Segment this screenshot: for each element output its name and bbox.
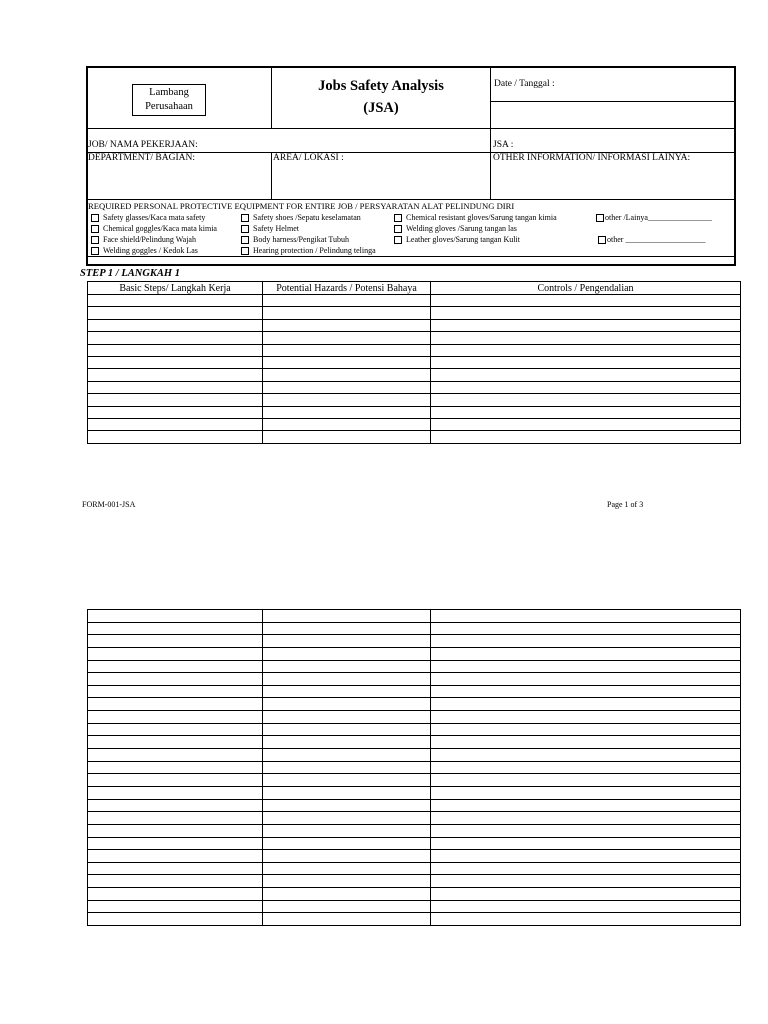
table-cell[interactable] [88,786,263,799]
continuation-table-body [88,610,741,926]
table-cell[interactable] [263,837,431,850]
table-row [88,332,741,344]
table-row [88,685,741,698]
table-cell[interactable] [263,799,431,812]
table-cell[interactable] [263,812,431,825]
checkbox[interactable] [91,236,99,244]
table-cell[interactable] [263,749,431,762]
table-cell[interactable] [431,799,741,812]
table-cell[interactable] [263,622,431,635]
table-cell[interactable] [88,394,263,406]
checkbox[interactable] [596,214,604,222]
table-row [88,356,741,368]
ppe-item[interactable]: Leather gloves/Sarung tangan Kulit [394,235,520,244]
header-divider-right [490,67,491,199]
table-cell[interactable] [88,837,263,850]
table-cell[interactable] [88,295,263,307]
table-cell[interactable] [263,381,431,393]
table-row [88,610,741,623]
table-cell[interactable] [431,723,741,736]
form-code: FORM-001-JSA [82,500,136,509]
logo-line2: Perusahaan [145,101,193,112]
continuation-table [87,609,741,926]
table-row [88,799,741,812]
table-cell[interactable] [88,913,263,926]
ppe-item[interactable]: Safety shoes /Sepatu keselamatan [241,213,361,222]
table-cell[interactable] [431,610,741,623]
table-cell[interactable] [88,736,263,749]
table-cell[interactable] [431,749,741,762]
ppe-item[interactable]: Safety glasses/Kaca mata safety [91,213,205,222]
form-title: Jobs Safety Analysis [318,78,444,94]
table-row [88,774,741,787]
table-cell[interactable] [263,711,431,724]
table-cell[interactable] [431,319,741,331]
table-cell[interactable] [263,824,431,837]
table-cell[interactable] [88,774,263,787]
table-cell[interactable] [263,356,431,368]
department-area-divider [271,152,272,199]
table-row [88,344,741,356]
table-row [88,647,741,660]
checkbox[interactable] [241,247,249,255]
step-table [87,281,741,444]
table-cell[interactable] [431,418,741,430]
table-cell[interactable] [263,394,431,406]
table-cell[interactable] [263,610,431,623]
company-logo-placeholder [132,84,206,116]
checkbox[interactable] [241,236,249,244]
ppe-item-other[interactable]: other /Lainya________________ [596,213,712,222]
column-header-potential-hazards: Potential Hazards / Potensi Bahaya [263,282,431,295]
table-cell[interactable] [431,900,741,913]
column-header-basic-steps: Basic Steps/ Langkah Kerja [88,282,263,295]
table-row [88,850,741,863]
table-cell[interactable] [431,824,741,837]
department-label: DEPARTMENT/ BAGIAN: [88,153,196,163]
table-cell[interactable] [263,913,431,926]
form-subtitle: (JSA) [363,100,399,116]
table-cell[interactable] [88,850,263,863]
table-cell[interactable] [431,394,741,406]
table-cell[interactable] [431,356,741,368]
table-row [88,635,741,648]
table-cell[interactable] [263,319,431,331]
step-table-body [88,295,741,444]
table-row [88,431,741,443]
info-bottom-line [87,199,736,200]
table-cell[interactable] [88,660,263,673]
table-cell[interactable] [431,875,741,888]
table-cell[interactable] [263,406,431,418]
table-cell[interactable] [88,635,263,648]
table-cell[interactable] [263,431,431,443]
header-divider-left [271,67,272,128]
table-row [88,837,741,850]
table-cell[interactable] [88,824,263,837]
table-cell[interactable] [263,295,431,307]
table-cell[interactable] [263,369,431,381]
table-cell[interactable] [263,418,431,430]
table-cell[interactable] [431,295,741,307]
table-cell[interactable] [431,381,741,393]
table-cell[interactable] [431,698,741,711]
table-cell[interactable] [88,319,263,331]
table-cell[interactable] [263,774,431,787]
ppe-item[interactable]: Face shield/Pelindung Wajah [91,235,196,244]
table-cell[interactable] [263,332,431,344]
table-cell[interactable] [431,786,741,799]
table-cell[interactable] [263,900,431,913]
table-cell[interactable] [431,913,741,926]
table-row [88,406,741,418]
table-row [88,812,741,825]
table-cell[interactable] [88,381,263,393]
ppe-item-other[interactable]: other ____________________ [598,235,705,244]
other-info-label: OTHER INFORMATION/ INFORMASI LAINYA: [493,153,691,163]
date-divider [490,101,736,102]
table-row [88,862,741,875]
table-cell[interactable] [88,673,263,686]
ppe-item[interactable]: Body harness/Pengikat Tubuh [241,235,349,244]
ppe-item[interactable]: Chemical resistant gloves/Sarung tangan kimia [394,213,557,222]
table-row [88,900,741,913]
table-cell[interactable] [88,812,263,825]
checkbox[interactable] [91,214,99,222]
table-cell[interactable] [88,344,263,356]
table-row [88,418,741,430]
table-cell[interactable] [431,774,741,787]
table-row [88,786,741,799]
table-cell[interactable] [431,332,741,344]
area-label: AREA/ LOKASI : [273,153,344,163]
table-cell[interactable] [431,812,741,825]
table-cell[interactable] [263,723,431,736]
table-row [88,307,741,319]
table-row [88,622,741,635]
ppe-item[interactable]: Safety Helmet [241,224,299,233]
table-row [88,295,741,307]
table-cell[interactable] [88,749,263,762]
checkbox[interactable] [394,225,402,233]
checkbox[interactable] [598,236,606,244]
table-row [88,381,741,393]
table-cell[interactable] [88,356,263,368]
table-cell[interactable] [263,673,431,686]
table-cell[interactable] [431,369,741,381]
table-row [88,736,741,749]
table-cell[interactable] [263,761,431,774]
table-cell[interactable] [88,685,263,698]
table-cell[interactable] [431,736,741,749]
checkbox[interactable] [91,247,99,255]
ppe-heading: REQUIRED PERSONAL PROTECTIVE EQUIPMENT FOR ENTIRE JOB / PERSYARATAN ALAT PELINDUNG DIRI [88,201,515,211]
table-row [88,875,741,888]
table-row [88,913,741,926]
table-row [88,711,741,724]
table-row [88,660,741,673]
checkbox[interactable] [394,236,402,244]
ppe-item[interactable]: Chemical goggles/Kaca mata kimia [91,224,217,233]
table-cell[interactable] [88,711,263,724]
table-cell[interactable] [88,698,263,711]
table-row [88,824,741,837]
table-cell[interactable] [263,660,431,673]
checkbox[interactable] [241,225,249,233]
table-cell[interactable] [88,888,263,901]
job-label: JOB/ NAMA PEKERJAAN: [88,140,198,150]
ppe-bottom-line [87,256,736,257]
table-row [88,888,741,901]
table-cell[interactable] [263,698,431,711]
table-cell[interactable] [88,406,263,418]
table-cell[interactable] [431,660,741,673]
table-cell[interactable] [431,761,741,774]
table-cell[interactable] [431,431,741,443]
table-cell[interactable] [88,622,263,635]
table-cell[interactable] [431,344,741,356]
table-cell[interactable] [263,685,431,698]
table-cell[interactable] [431,406,741,418]
table-cell[interactable] [431,837,741,850]
table-cell[interactable] [263,635,431,648]
page-number: Page 1 of 3 [607,500,644,509]
table-row [88,723,741,736]
table-cell[interactable] [431,862,741,875]
table-cell[interactable] [431,622,741,635]
table-cell[interactable] [263,862,431,875]
table-cell[interactable] [263,307,431,319]
table-cell[interactable] [88,431,263,443]
table-cell[interactable] [88,875,263,888]
table-row [88,698,741,711]
checkbox[interactable] [91,225,99,233]
checkbox[interactable] [241,214,249,222]
jsa-label: JSA : [493,140,514,150]
table-cell[interactable] [263,344,431,356]
table-cell[interactable] [88,799,263,812]
table-cell[interactable] [88,761,263,774]
table-row [88,319,741,331]
table-row [88,749,741,762]
table-cell[interactable] [88,610,263,623]
table-row [88,761,741,774]
table-cell[interactable] [88,369,263,381]
step-title: STEP 1 / LANGKAH 1 [80,268,180,279]
logo-line1: Lambang [149,87,189,98]
checkbox[interactable] [394,214,402,222]
table-cell[interactable] [263,850,431,863]
table-cell[interactable] [431,307,741,319]
table-cell[interactable] [263,736,431,749]
date-label: Date / Tanggal : [494,79,555,89]
table-row [88,394,741,406]
table-cell[interactable] [88,332,263,344]
table-cell[interactable] [431,647,741,660]
table-cell[interactable] [431,850,741,863]
table-cell[interactable] [431,685,741,698]
table-cell[interactable] [263,875,431,888]
table-cell[interactable] [263,647,431,660]
table-cell[interactable] [88,307,263,319]
table-cell[interactable] [88,418,263,430]
table-row [88,673,741,686]
table-cell[interactable] [431,635,741,648]
table-cell[interactable] [88,862,263,875]
header-bottom-line [87,128,736,129]
table-cell[interactable] [431,888,741,901]
table-cell[interactable] [88,723,263,736]
ppe-item[interactable]: Welding gloves /Sarung tangan las [394,224,517,233]
table-cell[interactable] [263,888,431,901]
ppe-item[interactable]: Hearing protection / Pelindung telinga [241,246,376,255]
table-row [88,369,741,381]
table-cell[interactable] [88,647,263,660]
table-cell[interactable] [88,900,263,913]
table-cell[interactable] [431,711,741,724]
table-cell[interactable] [263,786,431,799]
column-header-controls: Controls / Pengendalian [431,282,741,295]
table-cell[interactable] [431,673,741,686]
ppe-item[interactable]: Welding goggles / Kedok Las [91,246,198,255]
